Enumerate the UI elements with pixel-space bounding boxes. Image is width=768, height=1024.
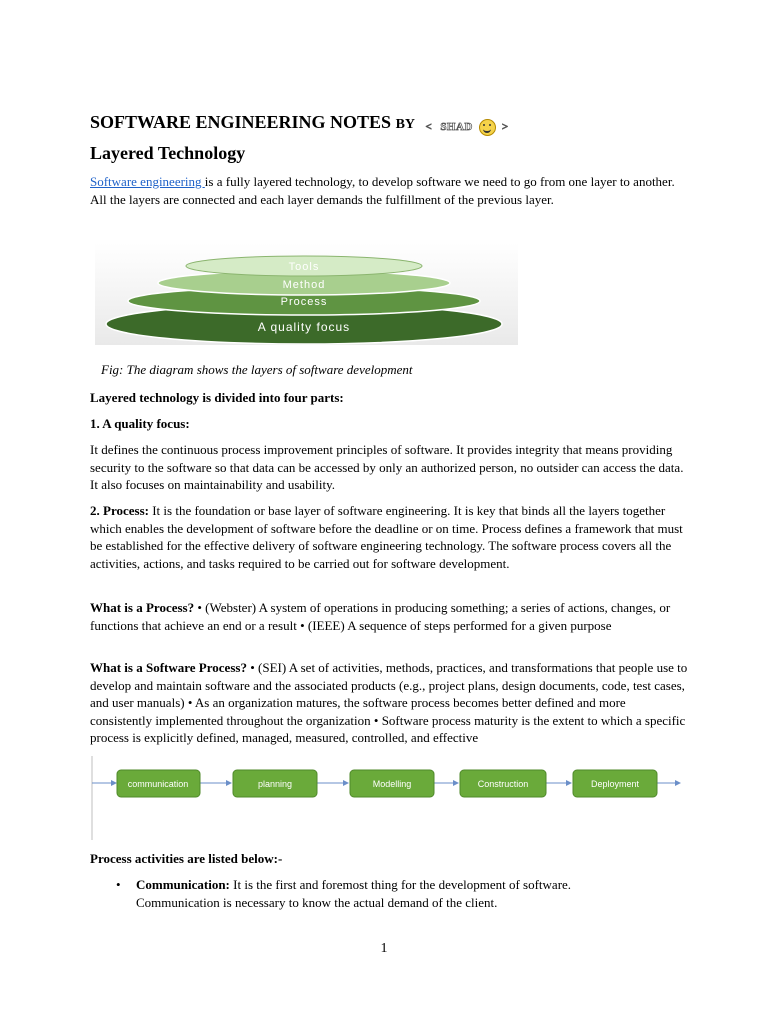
process-text: It is the foundation or base layer of software engineering. It is key that binds all the layers together which enables the development of software before the deadline or on time. Process defines a framework that must be established for the effective delivery of software engineering technology. The software process covers all the activities, actions, and tasks required to be carried out for software development. <box>90 503 683 571</box>
activity-communication-text: It is the first and foremost thing for the development of software. Communication is necessary to know the actual demand of the client. <box>136 877 572 910</box>
diagram-caption: Fig: The diagram shows the layers of software development <box>101 362 413 377</box>
layer-label-quality-focus: A quality focus <box>257 320 351 334</box>
author-logo <box>424 119 511 136</box>
what-is-software-process-paragraph <box>90 659 690 747</box>
what-is-process-label: What is a Process? <box>90 600 195 615</box>
quality-focus-heading: 1. A quality focus: <box>90 416 190 431</box>
logo-open: < <box>425 121 433 133</box>
process-paragraph <box>90 502 690 572</box>
process-label: 2. Process: <box>90 503 149 518</box>
software-engineering-link[interactable]: Software engineering <box>90 174 205 189</box>
flow-label-deployment: Deployment <box>590 779 640 789</box>
layers-diagram <box>95 243 518 345</box>
what-is-process-text: • (Webster) A system of operations in producing something; a series of actions, changes, or functions that achieve an end or a result • (IEEE) A sequence of steps performed for a given purpose <box>90 600 671 633</box>
intro-text: is a fully layered technology, to develop software we need to go from one layer to another. All the layers are connected and each layer demands the fulfillment of the previous layer. <box>90 174 675 207</box>
layer-label-tools: Tools <box>288 261 320 273</box>
flow-label-modelling: Modelling <box>372 779 412 789</box>
layer-label-process: Process <box>280 296 328 308</box>
logo-text: SHAD <box>440 121 473 133</box>
quality-focus-paragraph: It defines the continuous process improvement principles of software. It provides integrity that means providing security to the software so that data can be accessed by only an authorized person, no outsider can access the data. It also focuses on maintainability and usability. <box>90 442 684 493</box>
document-title <box>90 112 511 136</box>
flow-label-communication: communication <box>127 779 189 789</box>
what-is-software-process-label: What is a Software Process? <box>90 660 247 675</box>
parts-heading: Layered technology is divided into four parts: <box>90 390 344 405</box>
what-is-software-process-text: • (SEI) A set of activities, methods, practices, and transformations that people use to develop and maintain software and the associated products (e.g., project plans, design documents, code, test cases, and user manuals) • As an organization matures, the software process becomes better defined and more consistently implemented throughout the organization • Software process maturity is the extent to which a specific process is explicitly defined, managed, measured, controlled, and effective <box>90 660 688 746</box>
activity-communication-label: Communication: <box>136 877 230 892</box>
title-text: SOFTWARE ENGINEERING NOTES <box>90 112 392 132</box>
title-by: BY <box>395 117 416 132</box>
activities-heading: Process activities are listed below:- <box>90 851 283 866</box>
section-heading: Layered Technology <box>90 143 246 163</box>
flow-label-planning: planning <box>257 779 293 789</box>
layer-label-method: Method <box>282 279 326 291</box>
process-flow-diagram <box>90 752 690 842</box>
bullet-marker: • <box>116 877 121 892</box>
flow-label-construction: Construction <box>477 779 529 789</box>
smiley-icon <box>479 119 496 136</box>
what-is-process-paragraph <box>90 599 690 634</box>
activity-communication <box>136 876 656 911</box>
logo-close: > <box>501 121 509 133</box>
page-number: 1 <box>380 941 388 956</box>
intro-paragraph <box>90 173 690 208</box>
